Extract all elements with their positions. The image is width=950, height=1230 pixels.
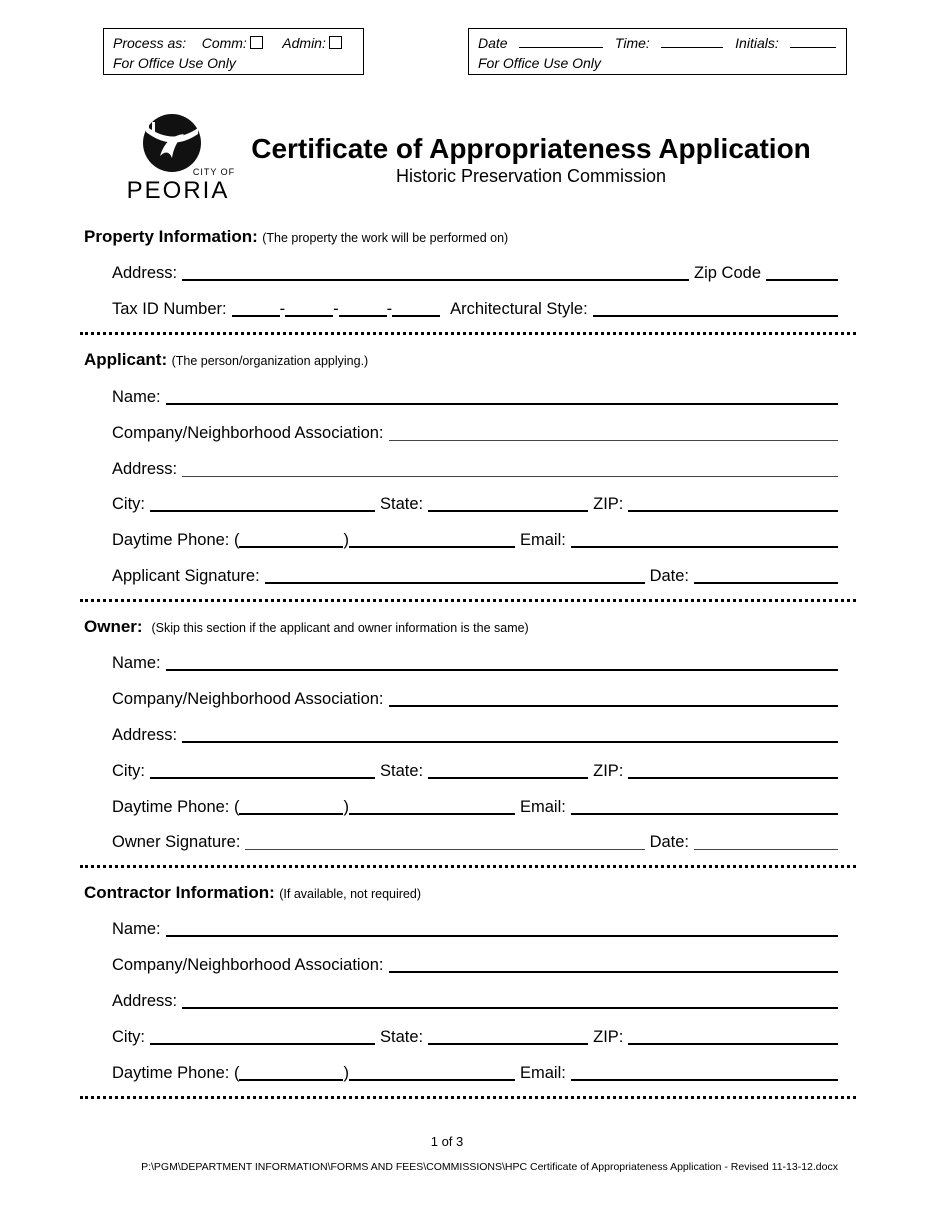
contractor-company-row <box>112 953 838 975</box>
owner-note: (Skip this section if the applicant and owner information is the same) <box>151 621 529 635</box>
property-address-field[interactable] <box>182 279 689 281</box>
owner-address-row <box>112 723 838 745</box>
applicant-phone-area-field[interactable] <box>239 546 343 548</box>
contractor-company-field[interactable] <box>389 971 838 973</box>
owner-signature-row <box>112 830 838 852</box>
page-subtitle: Historic Preservation Commission <box>395 166 667 186</box>
applicant-address-field[interactable] <box>182 476 838 477</box>
owner-name-field[interactable] <box>166 669 838 671</box>
contractor-heading: Contractor Information: <box>84 883 275 902</box>
applicant-email-label: Email: <box>519 531 566 549</box>
applicant-phone-field[interactable] <box>349 546 515 548</box>
process-as-label: Process as: <box>113 35 187 51</box>
owner-name-label: Name: <box>112 654 161 672</box>
admin-label: Admin: <box>282 35 326 51</box>
applicant-state-field[interactable] <box>428 510 588 512</box>
applicant-phone-row <box>112 528 838 550</box>
contractor-zip-label: ZIP: <box>593 1028 624 1046</box>
applicant-signature-field[interactable] <box>265 582 645 584</box>
tax-id-field-1[interactable] <box>232 315 280 317</box>
contractor-name-field[interactable] <box>166 935 838 937</box>
comm-checkbox[interactable] <box>250 36 263 49</box>
owner-address-label: Address: <box>112 726 178 744</box>
contractor-email-label: Email: <box>519 1064 566 1082</box>
contractor-state-label: State: <box>380 1028 424 1046</box>
section-divider <box>80 865 856 868</box>
office-time-field[interactable] <box>661 34 723 48</box>
applicant-city-row <box>112 492 838 514</box>
applicant-phone-label: Daytime Phone: ( <box>112 531 240 549</box>
applicant-date-label: Date: <box>649 567 689 585</box>
contractor-name-row <box>112 917 838 939</box>
office-use-box-date <box>468 28 847 75</box>
owner-zip-label: ZIP: <box>593 762 624 780</box>
contractor-city-label: City: <box>112 1028 145 1046</box>
contractor-address-field[interactable] <box>182 1007 838 1009</box>
contractor-company-label: Company/Neighborhood Association: <box>112 956 384 974</box>
applicant-company-field[interactable] <box>389 440 838 441</box>
owner-company-label: Company/Neighborhood Association: <box>112 690 384 708</box>
applicant-address-label: Address: <box>112 460 178 478</box>
property-heading: Property Information: <box>84 227 258 246</box>
office-use-label: For Office Use Only <box>478 55 601 71</box>
applicant-city-field[interactable] <box>150 510 375 512</box>
contractor-address-label: Address: <box>112 992 178 1010</box>
owner-signature-field[interactable] <box>245 849 644 850</box>
contractor-phone-label: Daytime Phone: ( <box>112 1064 240 1082</box>
file-path: P:\PGM\DEPARTMENT INFORMATION\FORMS AND FEES\COMMISSIONS\HPC Certificate of Appropriateness Application - Revised 11-13-12.docx <box>141 1161 838 1173</box>
owner-phone-area-field[interactable] <box>239 813 343 815</box>
office-date-field[interactable] <box>519 34 603 48</box>
applicant-zip-field[interactable] <box>628 510 838 512</box>
property-zip-field[interactable] <box>766 279 838 281</box>
office-use-label: For Office Use Only <box>113 55 236 71</box>
owner-date-field[interactable] <box>694 849 838 850</box>
section-divider <box>80 599 856 602</box>
owner-email-field[interactable] <box>571 813 838 815</box>
applicant-date-field[interactable] <box>694 582 838 584</box>
contractor-email-field[interactable] <box>571 1079 838 1081</box>
property-zip-label: Zip Code <box>694 264 761 282</box>
applicant-signature-label: Applicant Signature: <box>112 567 260 585</box>
owner-section-heading <box>84 617 529 638</box>
contractor-phone-row <box>112 1061 838 1083</box>
owner-state-label: State: <box>380 762 424 780</box>
applicant-company-label: Company/Neighborhood Association: <box>112 424 384 442</box>
office-use-box-process <box>103 28 364 75</box>
contractor-zip-field[interactable] <box>628 1043 838 1045</box>
property-section-heading <box>84 227 508 248</box>
admin-checkbox[interactable] <box>329 36 342 49</box>
applicant-phone-close: ) <box>343 531 349 549</box>
tax-id-dash: - <box>386 300 393 318</box>
property-address-row <box>112 261 838 283</box>
office-initials-label: Initials: <box>735 35 779 51</box>
owner-name-row <box>112 651 838 673</box>
owner-city-field[interactable] <box>150 777 375 779</box>
owner-phone-field[interactable] <box>349 813 515 815</box>
office-date-label: Date <box>478 35 508 51</box>
contractor-name-label: Name: <box>112 920 161 938</box>
tax-id-field-3[interactable] <box>339 315 387 317</box>
contractor-address-row <box>112 989 838 1011</box>
page-title: Certificate of Appropriateness Application <box>251 133 811 164</box>
tax-id-field-2[interactable] <box>285 315 333 317</box>
owner-phone-close: ) <box>343 798 349 816</box>
owner-company-row <box>112 687 838 709</box>
comm-label: Comm: <box>201 35 247 51</box>
owner-city-label: City: <box>112 762 145 780</box>
applicant-city-label: City: <box>112 495 145 513</box>
logo-peoria: PEORIA <box>126 177 230 204</box>
applicant-state-label: State: <box>380 495 424 513</box>
applicant-signature-row <box>112 564 838 586</box>
tax-id-dash: - <box>279 300 286 318</box>
contractor-state-field[interactable] <box>428 1043 588 1045</box>
owner-company-field[interactable] <box>389 705 838 707</box>
contractor-section-heading <box>84 883 421 904</box>
contractor-phone-field[interactable] <box>349 1079 515 1081</box>
owner-heading: Owner: <box>84 617 143 636</box>
contractor-note: (If available, not required) <box>279 887 421 901</box>
tax-id-field-4[interactable] <box>392 315 440 317</box>
applicant-name-field[interactable] <box>166 403 838 405</box>
city-of-peoria-logo <box>126 112 236 204</box>
section-divider <box>80 1096 856 1099</box>
applicant-section-heading <box>84 350 368 371</box>
applicant-zip-label: ZIP: <box>593 495 624 513</box>
owner-phone-label: Daytime Phone: ( <box>112 798 240 816</box>
contractor-phone-close: ) <box>343 1064 349 1082</box>
property-note: (The property the work will be performed on) <box>262 231 509 245</box>
owner-zip-field[interactable] <box>628 777 838 779</box>
owner-address-field[interactable] <box>182 741 838 743</box>
applicant-company-row <box>112 421 838 443</box>
contractor-city-row <box>112 1025 838 1047</box>
contractor-city-field[interactable] <box>150 1043 375 1045</box>
arch-style-field[interactable] <box>593 315 838 317</box>
applicant-address-row <box>112 457 838 479</box>
page-number: 1 of 3 <box>430 1134 464 1149</box>
logo-city-of: CITY OF <box>192 167 236 177</box>
arch-style-label: Architectural Style: <box>450 300 588 318</box>
property-address-label: Address: <box>112 264 178 282</box>
property-taxid-row <box>112 297 838 319</box>
office-initials-field[interactable] <box>790 34 836 48</box>
owner-email-label: Email: <box>519 798 566 816</box>
applicant-email-field[interactable] <box>571 546 838 548</box>
office-time-label: Time: <box>614 35 650 51</box>
section-divider <box>80 332 856 335</box>
applicant-name-label: Name: <box>112 388 161 406</box>
applicant-name-row <box>112 385 838 407</box>
owner-state-field[interactable] <box>428 777 588 779</box>
owner-city-row <box>112 759 838 781</box>
contractor-phone-area-field[interactable] <box>239 1079 343 1081</box>
owner-signature-label: Owner Signature: <box>112 833 241 851</box>
applicant-note: (The person/organization applying.) <box>171 354 369 368</box>
applicant-heading: Applicant: <box>84 350 168 369</box>
tax-id-dash: - <box>333 300 339 318</box>
owner-phone-row <box>112 795 838 817</box>
tax-id-label: Tax ID Number: <box>112 300 227 318</box>
owner-date-label: Date: <box>649 833 689 851</box>
